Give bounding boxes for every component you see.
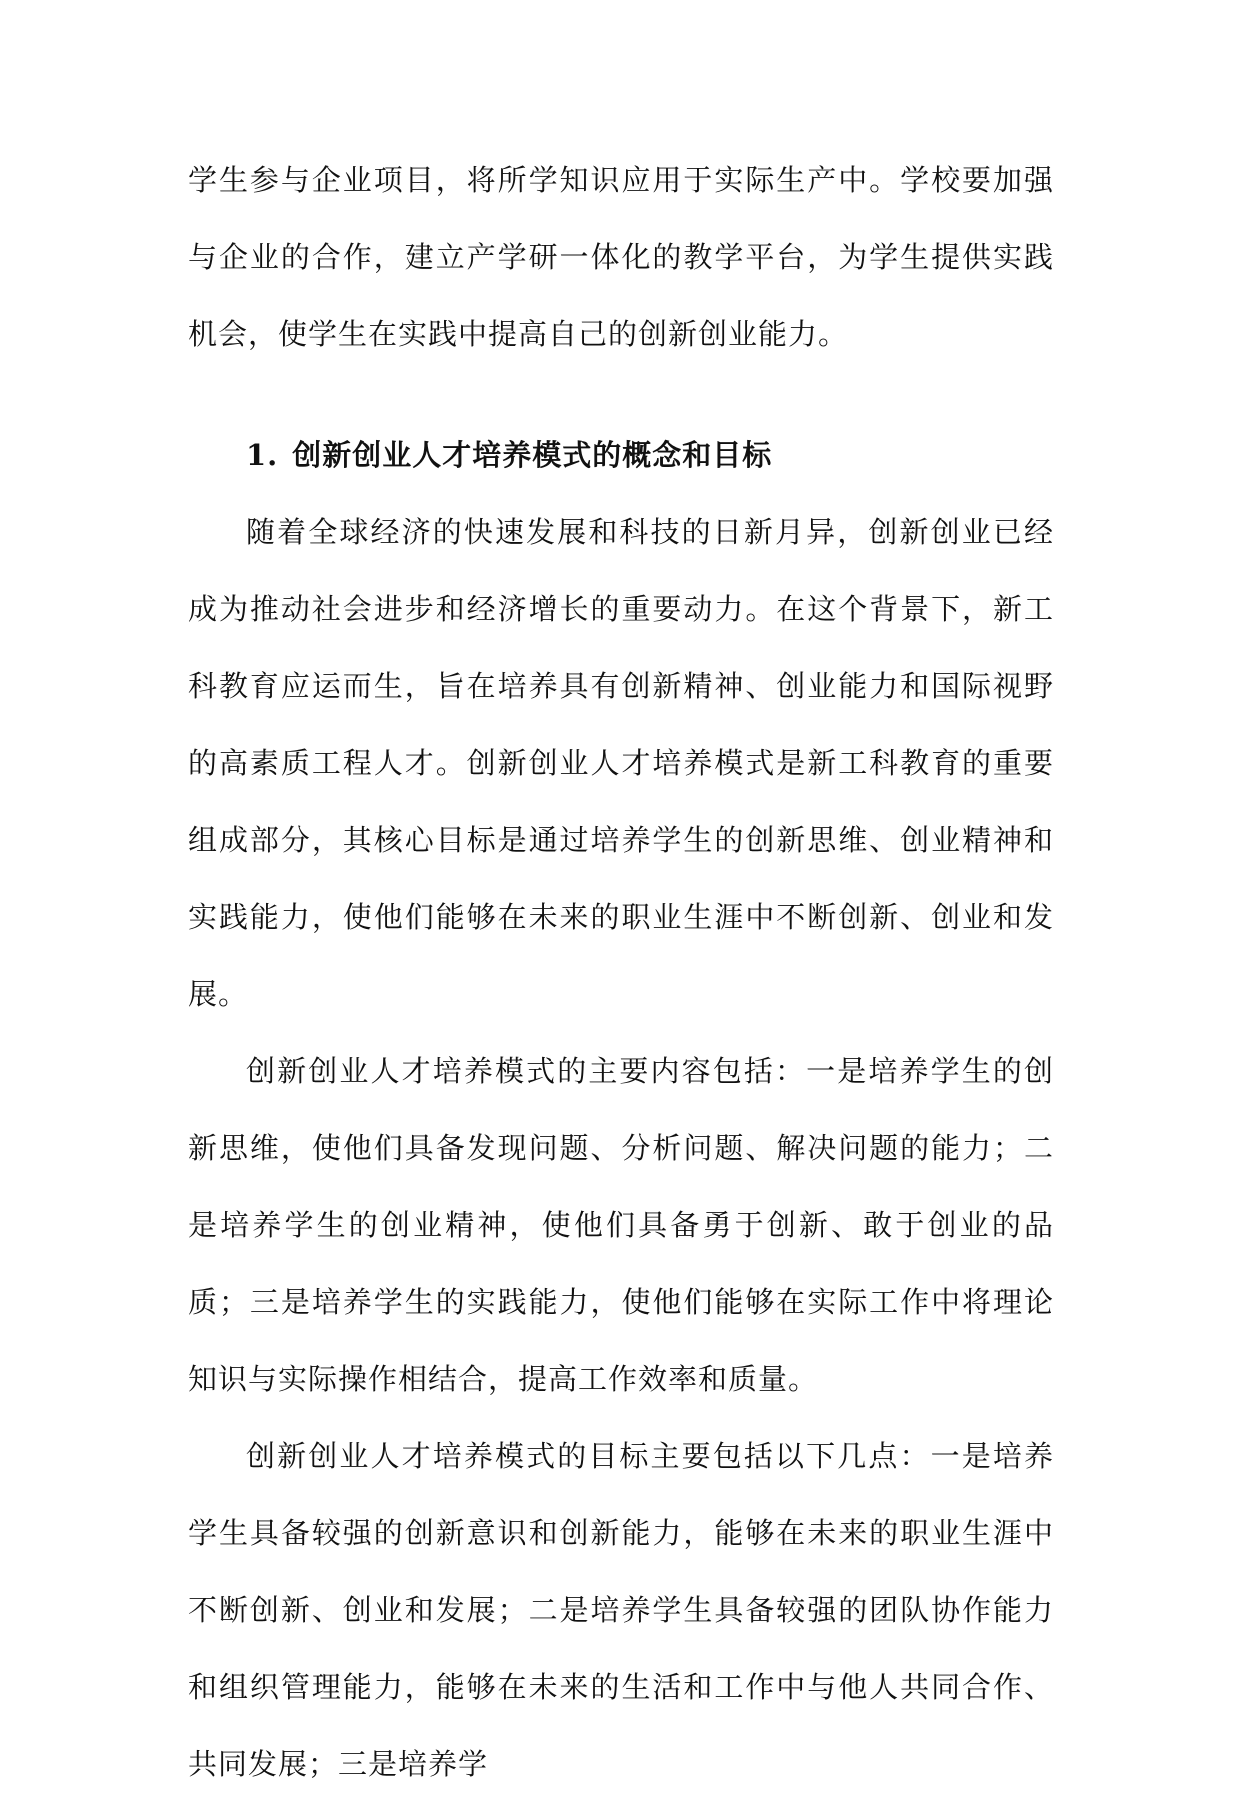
paragraph: 创新创业人才培养模式的目标主要包括以下几点：一是培养学生具备较强的创新意识和创新能力，能够在未来的职业生涯中不断创新、创业和发展；二是培养学生具备较强的团队协作能力和组织管理能力，能够在未来的生活和工作中与他人共同合作、共同发展；三是培养学 [188,1439,1054,1781]
page-content [188,142,1054,1803]
paragraph: 随着全球经济的快速发展和科技的日新月异，创新创业已经成为推动社会进步和经济增长的重要动力。在这个背景下，新工科教育应运而生，旨在培养具有创新精神、创业能力和国际视野的高素质工程人才。创新创业人才培养模式是新工科教育的重要组成部分，其核心目标是通过培养学生的创新思维、创业精神和实践能力，使他们能够在未来的职业生涯中不断创新、创业和发展。 [188,515,1054,1011]
paragraph-continued: 学生参与企业项目，将所学知识应用于实际生产中。学校要加强与企业的合作，建立产学研一体化的教学平台，为学生提供实践机会，使学生在实践中提高自己的创新创业能力。 [188,163,1054,351]
section-heading [188,417,1054,494]
section-title: 创新创业人才培养模式的概念和目标 [292,438,773,472]
section-number: 1. [246,438,279,472]
paragraph: 创新创业人才培养模式的主要内容包括：一是培养学生的创新思维，使他们具备发现问题、分析问题、解决问题的能力；二是培养学生的创业精神，使他们具备勇于创新、敢于创业的品质；三是培养学生的实践能力，使他们能够在实际工作中将理论知识与实际操作相结合，提高工作效率和质量。 [188,1054,1054,1396]
